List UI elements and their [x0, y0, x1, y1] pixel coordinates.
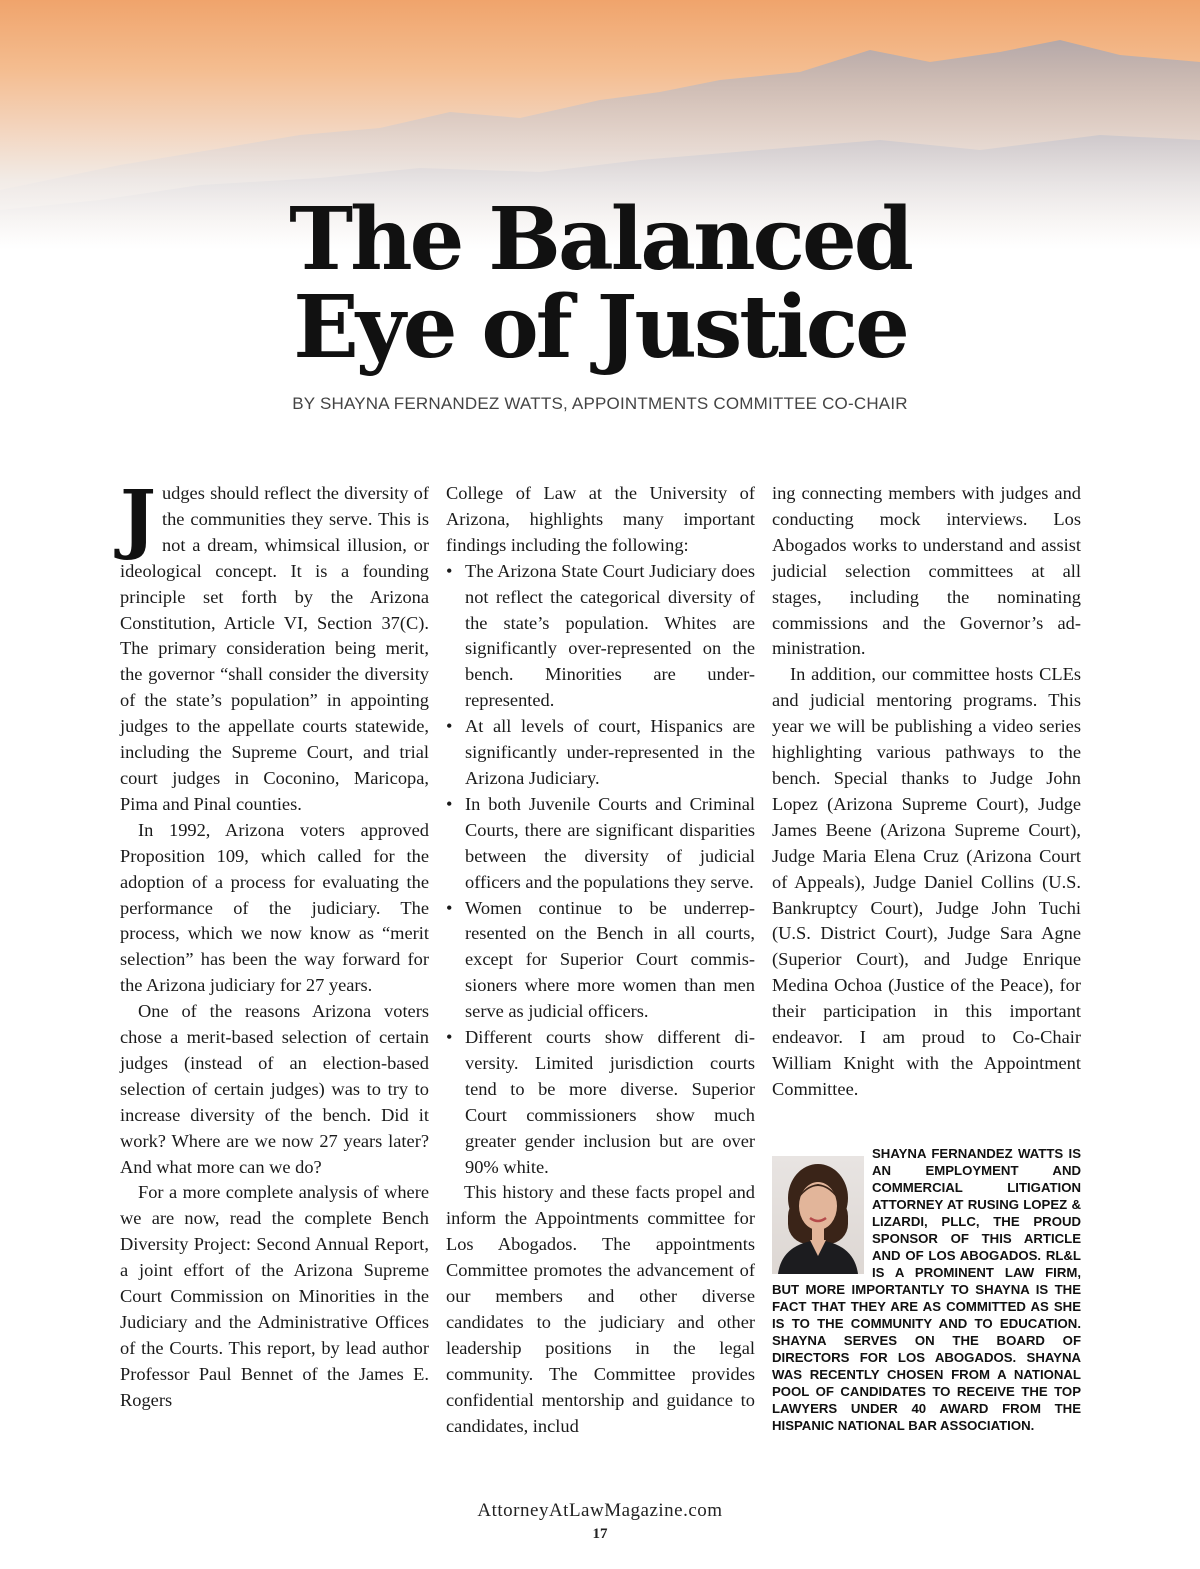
paragraph-4-end: College of Law at the University of Arizona, highlights many important findings including the following: — [446, 483, 755, 555]
paragraph-6: In addition, our committee hosts CLEs and judicial mentoring programs. This year we will be publishing a video series highlighting various pathways to the bench. Special thanks to Judge John Lopez (Arizona Supreme Court), Judge James Beene (Arizona Supreme Court), Judge Maria Elena Cruz (Arizona Court of Appeals), Judge Daniel Collins (U.S. Bankruptcy Court), Judge John Tuchi (U.S. District Court), Judge Sara Agne (Superior Court), and Judge Enrique Medina Ochoa (Justice of the Peace), for their participation in this important endeavor. I am proud to Co-Chair William Knight with the Appointment Committee. — [772, 664, 1081, 1099]
paragraph-2: In 1992, Arizona voters approved Proposition 109, which called for the adoption of a process for evaluating the performance of the judiciary. The process, which we now know as “merit selection” has been the way forward for the Arizona judiciary for 27 years. — [120, 819, 429, 996]
portrait-icon — [772, 1156, 864, 1274]
article-title-line-2: Eye of Justice — [293, 277, 907, 378]
bio-text: SHAYNA FERNANDEZ WATTS IS AN EMPLOYMENT AND COMMERCIAL LITIGATION ATTORNEY AT RUSING LOPEZ & LIZARDI, PLLC, THE PROUD SPONSOR OF THIS ARTICLE AND OF LOS ABOGADOS. RL&L IS A PROMINENT LAW FIRM, BUT MORE IMPORTANTLY TO SHAYNA IS THE FACT THAT THEY ARE AS COMMITTED AS SHE IS TO THE COMMUNITY AND TO EDUCATION. SHAYNA SERVES ON THE BOARD OF DIRECTORS FOR LOS ABOGADOS. SHAYNA WAS RECENTLY CHOSEN FROM A NATIONAL POOL OF CANDIDATES TO RECEIVE THE TOP LAWYERS UNDER 40 AWARD FROM THE HISPANIC NATIONAL BAR ASSOCIATION. — [772, 1146, 1081, 1433]
article-column-3 — [772, 481, 1081, 1103]
drop-cap: J — [120, 473, 156, 562]
findings-list — [446, 559, 755, 1181]
list-item: • Women continue to be underrepresented on the Bench in all courts, except for Superior Court commissioners where more women than men serve as judicial officers. — [446, 896, 755, 1026]
list-item: • At all levels of court, Hispanics are significantly under-represented in the Arizona Judiciary. — [446, 714, 755, 792]
paragraph-4-start: For a more complete analysis of where we are now, read the complete Bench Diversity Project: Second Annual Report, a joint effort of the Arizona Supreme Court Commission on Minorities in the Judiciary and the Administrative Offices of the Courts. This report, by lead author Professor Paul Bennet of the James E. Rogers — [120, 1182, 429, 1410]
paragraph-1: udges should reflect the diversity of the communities they serve. This is not a dream, whimsical illusion, or ideological concept. It is a founding principle set forth by the Arizona Constitution, Article VI, Section 37(C). The primary consideration being merit, the governor “shall consider the diversity of the state’s population” in appointing judges to the appellate courts statewide, including the Supreme Court, and trial court judges in Coconino, Maricopa, Pima and Pinal counties. — [120, 483, 429, 814]
footer-website: AttorneyAtLawMagazine.com — [477, 1500, 723, 1521]
list-item: • The Arizona State Court Judiciary does not reflect the categorical diversity of the state’s population. Whites are significantly over-represented on the bench. Minorities are under-represented. — [446, 559, 755, 714]
article-title-line-1: The Balanced — [289, 189, 911, 290]
page-number: 17 — [592, 1526, 608, 1542]
byline: BY SHAYNA FERNANDEZ WATTS, APPOINTMENTS COMMITTEE CO-CHAIR — [292, 394, 908, 413]
author-bio — [772, 1145, 1081, 1434]
article-column-2 — [446, 481, 755, 1440]
article-column-1 — [120, 473, 429, 1414]
paragraph-5-end: ing connecting members with judges and conducting mock interviews. Los Abogados works to understand and assist judicial selection committees at all stages, including the nominating commissions and the Governor’s administration. — [772, 483, 1081, 659]
paragraph-3: One of the reasons Arizona voters chose a merit-based selection of certain judges (instead of an election-based selection of certain judges) was to try to increase diversity of the bench. Did it work? Where are we now 27 years later? And what more can we do? — [120, 1001, 429, 1177]
list-item: • Different courts show different diversity. Limited jurisdiction courts tend to be more diverse. Superior Court commissioners show much greater gender inclusion but are over 90% white. — [446, 1025, 755, 1180]
paragraph-5-start: This history and these facts propel and inform the Appointments committee for Los Abogados. The appointments Committee promotes the advancement of our members and other diverse candidates to the judiciary and other leadership positions in the legal community. The Committee provides confidential mentorship and guidance to candidates, includ — [446, 1182, 755, 1436]
author-photo — [772, 1156, 864, 1274]
list-item: • In both Juvenile Courts and Criminal Courts, there are significant disparities between the diversity of judicial officers and the populations they serve. — [446, 792, 755, 896]
